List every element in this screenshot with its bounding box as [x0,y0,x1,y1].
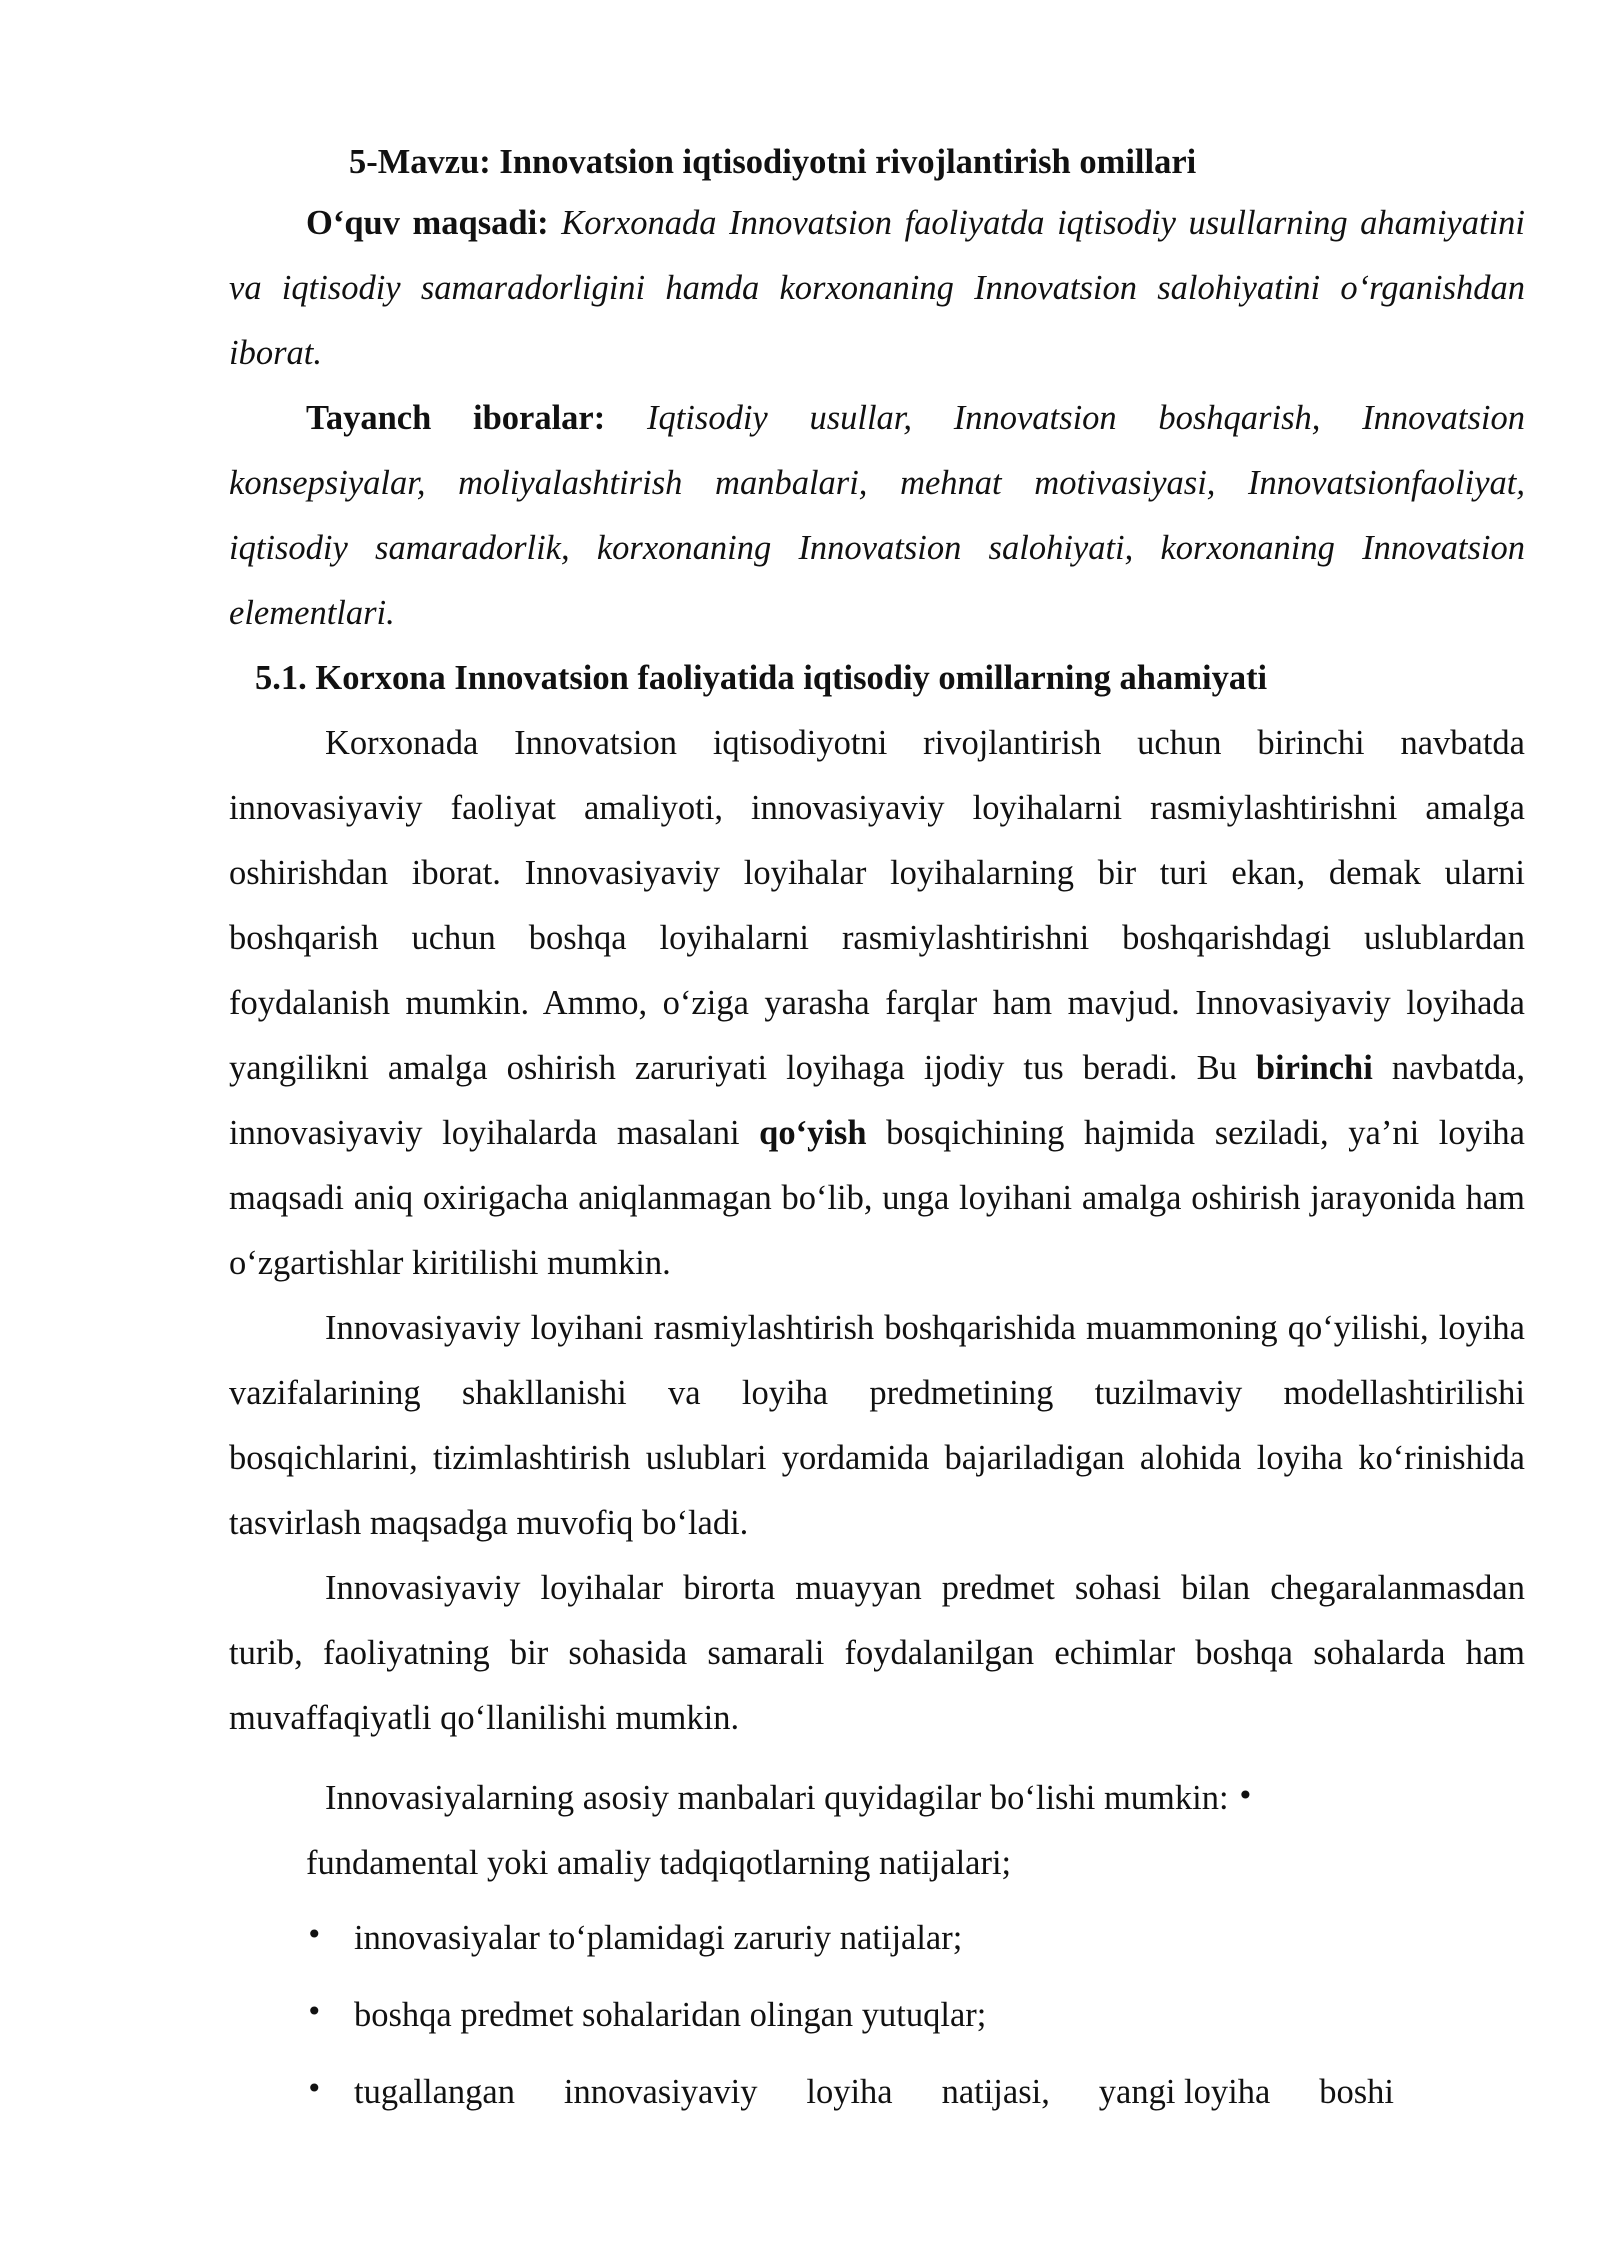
list-item [306,1983,1525,2048]
objective-text: Korxonada Innovatsion faoliyatda iqtisodiy usullarning ahamiyatini va iqtisodiy samaradorligini hamda korxonaning Innovatsion salohiyatini o‘rganishdan iborat. [229,204,1526,372]
sources-first-item: fundamental yoki amaliy tadqiqotlarning natijalari; [306,1844,1012,1882]
sources-list [229,1906,1525,2125]
document-body [229,135,1525,2137]
word: innovasiyaviy [563,2073,758,2111]
bullet-icon: • [306,1995,323,2028]
bullet-icon: • [306,1918,323,1951]
document-title: 5-Mavzu: Innovatsion iqtisodiyotni rivojlantirish omillari [349,143,1197,181]
bullet-icon: • [1237,1779,1254,1812]
objective-paragraph [229,191,1525,386]
list-item-text: boshqa predmet sohalaridan olingan yutuqlar; [354,1996,987,2034]
body-paragraph-2: Innovasiyaviy loyihani rasmiylashtirish boshqarishida muammoning qo‘yilishi, loyiha vazifalarining shakllanishi va loyiha predmetining tuzilmaviy modellashtirilishi bosqichlarini, tizimlashtirish uslublari yordamida bajariladigan alohida loyiha ko‘rinishida tasvirlash maqsadga muvofiq bo‘ladi. [229,1309,1525,1542]
sources-intro-text: Innovasiyalarning asosiy manbalari quyidagilar bo‘lishi mumkin: [325,1779,1229,1817]
word: natijasi, [941,2073,1050,2111]
objective-label: O‘quv maqsadi: [306,204,549,242]
keywords-label: Tayanch iboralar: [306,399,606,437]
keywords-text: Iqtisodiy usullar, Innovatsion boshqarish, Innovatsion konsepsiyalar, moliyalashtirish manbalari, mehnat motivasiyasi, Innovatsionfaoliyat, iqtisodiy samaradorlik, korxonaning Innovatsion salohiyati, korxonaning Innovatsion elementlari. [229,399,1526,632]
bullet-icon: • [306,2072,323,2105]
para1-text-b: navbatda, innovasiyaviy loyihalarda masalani [229,1049,1526,1152]
list-item-text [354,2060,1394,2125]
para1-bold-a: birinchi [1255,1049,1373,1087]
word: tugallangan [354,2073,515,2111]
body-paragraph-3: Innovasiyaviy loyihalar birorta muayyan predmet sohasi bilan chegaralanmasdan turib, faoliyatning bir sohasida samarali foydalanilgan echimlar boshqa sohalarda ham muvaffaqiyatli qo‘llanilishi mumkin. [229,1569,1525,1737]
list-item-text: innovasiyalar to‘plamidagi zaruriy natijalar; [354,1919,963,1957]
word: boshi [1319,2073,1394,2111]
keywords-paragraph [229,386,1525,646]
word: yangi loyiha [1098,2073,1271,2111]
body-paragraph-1 [229,711,1525,1296]
list-item [306,2060,1525,2125]
section-heading: 5.1. Korxona Innovatsion faoliyatida iqtisodiy omillarning ahamiyati [255,659,1268,697]
para1-bold-b: qo‘yish [759,1114,867,1152]
list-item [306,1906,1525,1971]
word: loyiha [806,2073,893,2111]
para1-text-c: bosqichining hajmida seziladi, ya’ni loyiha maqsadi aniq oxirigacha aniqlanmagan bo‘lib, unga loyihani amalga oshirish jarayonida ham o‘zgartishlar kiritilishi mumkin. [229,1114,1525,1282]
para1-text-a: Korxonada Innovatsion iqtisodiyotni rivojlantirish uchun birinchi navbatda innovasiyaviy faoliyat amaliyoti, innovasiyaviy loyihalarni rasmiylashtirishni amalga oshirishdan iborat. Innovasiyaviy loyihalar loyihalarning bir turi ekan, demak ularni boshqarish uchun boshqa loyihalarni rasmiylashtirishni boshqarishdagi uslublardan foydalanish mumkin. Ammo, o‘ziga yarasha farqlar ham mavjud. Innovasiyaviy loyihada yangilikni amalga oshirish zaruriyati loyihaga ijodiy tus beradi. Bu [229,724,1525,1087]
sources-intro [229,1763,1525,1831]
